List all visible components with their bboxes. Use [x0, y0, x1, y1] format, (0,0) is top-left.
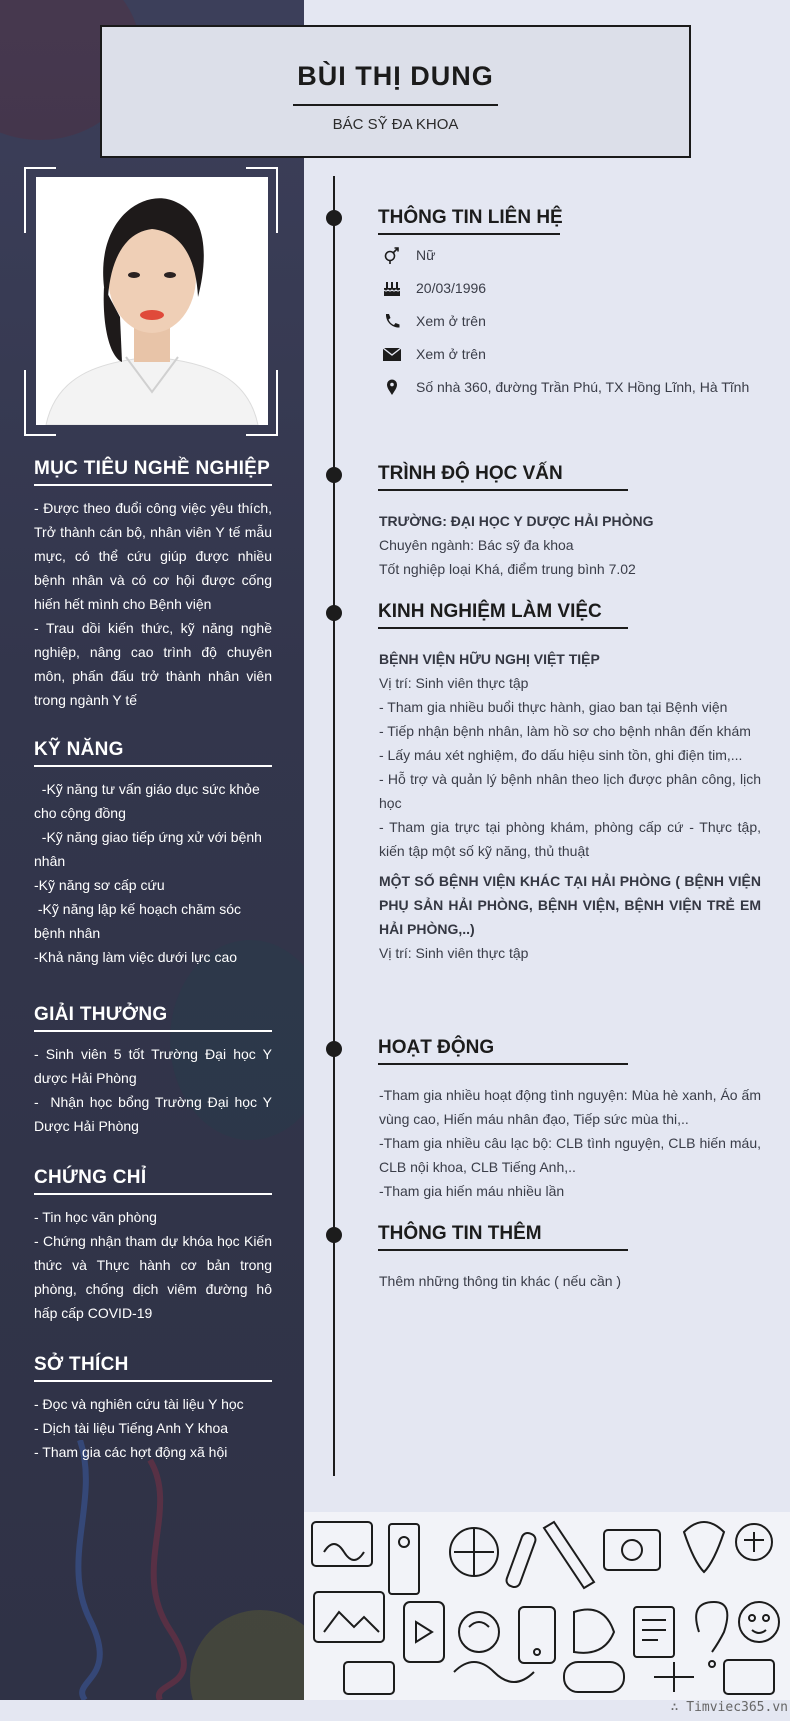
more-info-text: Thêm những thông tin khác ( nếu cần ): [379, 1273, 622, 1289]
activity-item: -Tham gia nhiều hoạt động tình nguyện: Mùa hè xanh, Áo ấm vùng cao, Hiến máu nhân đạo, Tiếp sức mùa thi,..: [379, 1087, 761, 1127]
email-icon: [382, 345, 402, 363]
job1-duty: - Tham gia nhiều buổi thực hành, giao ban tại Bệnh viện: [379, 699, 728, 715]
skills-heading: KỸ NĂNG: [34, 739, 272, 767]
decor-strokes: [60, 1440, 220, 1700]
profile-photo: [36, 177, 268, 425]
experience-body: [379, 647, 761, 965]
education-result: Tốt nghiệp loại Khá, điểm trung bình 7.02: [379, 561, 636, 577]
experience-heading: KINH NGHIỆM LÀM VIỆC: [378, 601, 628, 629]
job1-position: Vị trí: Sinh viên thực tập: [379, 675, 529, 691]
skill-item: -Kỹ năng giao tiếp ứng xử với bệnh nhân: [34, 829, 266, 869]
skills-section: [34, 739, 272, 969]
address-value: Số nhà 360, đường Trần Phú, TX Hồng Lĩnh, Hà Tĩnh: [416, 379, 750, 395]
job2-position: Vị trí: Sinh viên thực tập: [379, 945, 529, 961]
hobby-item: - Dịch tài liệu Tiếng Anh Y khoa: [34, 1420, 229, 1436]
doodle-illustration: [304, 1512, 790, 1700]
certificates-heading: CHỨNG CHỈ: [34, 1167, 272, 1195]
phone-icon: [382, 312, 402, 330]
job2-company: MỘT SỐ BỆNH VIỆN KHÁC TẠI HẢI PHÒNG ( BỆNH VIỆN PHỤ SẢN HẢI PHÒNG, BỆNH VIỆN, BỆNH VIỆN TRẺ EM HẢI PHÒNG,..): [379, 873, 761, 937]
contact-heading: THÔNG TIN LIÊN HỆ: [378, 207, 560, 235]
timeline-dot: [326, 605, 342, 621]
skill-item: -Kỹ năng sơ cấp cứu: [34, 877, 165, 893]
objective-heading: MỤC TIÊU NGHỀ NGHIỆP: [34, 458, 272, 486]
award-item: - Nhận học bổng Trường Đại học Y Dược Hải Phòng: [34, 1094, 276, 1134]
education-major: Chuyên ngành: Bác sỹ đa khoa: [379, 537, 574, 553]
header: [100, 25, 691, 158]
watermark: ∴ Timviec365.vn: [670, 1700, 788, 1715]
timeline-dot: [326, 467, 342, 483]
job1-company: BỆNH VIỆN HỮU NGHỊ VIỆT TIỆP: [379, 651, 600, 667]
objective-line: - Được theo đuổi công việc yêu thích, Trở thành cán bộ, nhân viên Y tế mẫu mực, có thể cứu giúp được nhiều bệnh nhân và có cơ hội được cống hiến hết mình cho Bệnh viện: [34, 500, 272, 612]
job1-duty: - Hỗ trợ và quản lý bệnh nhân theo lịch được phân công, lịch học: [379, 771, 761, 811]
job-title: BÁC SỸ ĐA KHOA: [332, 116, 459, 133]
hobbies-section: [34, 1354, 272, 1464]
job1-duty: - Tiếp nhận bệnh nhân, làm hồ sơ cho bệnh nhân đến khám: [379, 723, 751, 739]
awards-section: [34, 1004, 276, 1138]
candidate-name: BÙI THỊ DUNG: [293, 61, 498, 106]
skill-item: -Kỹ năng tư vấn giáo dục sức khỏe cho cộng đồng: [34, 781, 264, 821]
activity-item: -Tham gia nhiều câu lạc bộ: CLB tình nguyện, CLB hiến máu, CLB nội khoa, CLB Tiếng Anh,..: [379, 1135, 761, 1175]
activities-heading: HOẠT ĐỘNG: [378, 1037, 628, 1065]
gender-icon: [382, 246, 402, 264]
certificate-item: - Tin học văn phòng: [34, 1209, 157, 1225]
education-body: [379, 509, 761, 581]
certificates-section: [34, 1167, 272, 1325]
activity-item: -Tham gia hiến máu nhiều lần: [379, 1183, 565, 1199]
more-info-heading: THÔNG TIN THÊM: [378, 1223, 628, 1251]
hobbies-heading: SỞ THÍCH: [34, 1354, 272, 1382]
awards-heading: GIẢI THƯỞNG: [34, 1004, 272, 1032]
certificate-item: - Chứng nhận tham dự khóa học Kiến thức và Thực hành cơ bản trong phòng, chống dịch viêm đường hô hấp cấp COVID-19: [34, 1233, 272, 1321]
phone-value: Xem ở trên: [416, 313, 486, 329]
birthday-value: 20/03/1996: [416, 280, 487, 296]
skill-item: -Kỹ năng lập kế hoạch chăm sóc bệnh nhân: [34, 901, 245, 941]
birthday-cake-icon: [382, 279, 402, 297]
timeline-dot: [326, 1227, 342, 1243]
hobby-item: - Tham gia các hợt động xã hội: [34, 1444, 228, 1460]
objective-section: [34, 458, 272, 712]
award-item: - Sinh viên 5 tốt Trường Đại học Y dược Hải Phòng: [34, 1046, 272, 1086]
photo-frame: [24, 167, 278, 436]
gender-value: Nữ: [416, 247, 436, 263]
job1-duty: - Lấy máu xét nghiệm, đo dấu hiệu sinh tồn, ghi điện tim,...: [379, 747, 743, 763]
timeline-dot: [326, 1041, 342, 1057]
email-value: Xem ở trên: [416, 346, 486, 362]
timeline-line: [333, 176, 335, 1476]
objective-line: - Trau dồi kiến thức, kỹ năng nghề nghiệp, nâng cao trình độ chuyên môn, phấn đấu trở thành nhân viên trong ngành Y tế: [34, 620, 272, 708]
job1-duty: - Tham gia trực tại phòng khám, phòng cấp cứ - Thực tập, kiến tập một số kỹ năng, thủ thuật: [379, 819, 761, 859]
hobby-item: - Đọc và nghiên cứu tài liệu Y học: [34, 1396, 244, 1412]
location-pin-icon: [382, 378, 402, 396]
education-heading: TRÌNH ĐỘ HỌC VẤN: [378, 463, 628, 491]
education-school: TRƯỜNG: ĐẠI HỌC Y DƯỢC HẢI PHÒNG: [379, 513, 654, 529]
timeline-dot: [326, 210, 342, 226]
skill-item: -Khả năng làm việc dưới lực cao: [34, 949, 238, 965]
activities-body: [379, 1083, 761, 1203]
